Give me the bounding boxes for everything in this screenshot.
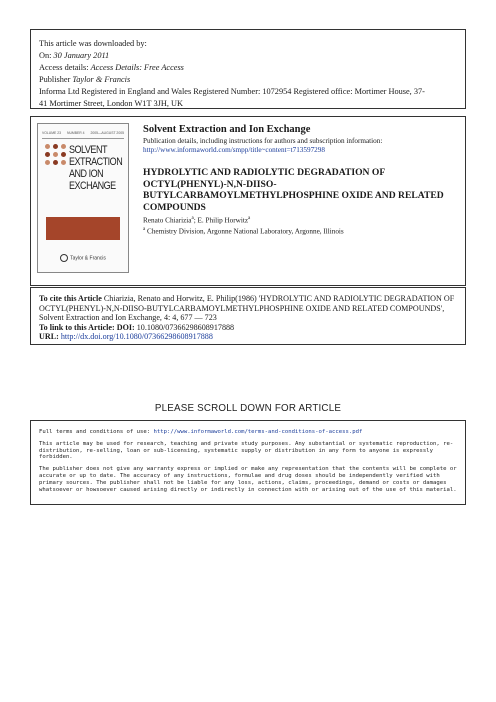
journal-info-box — [30, 116, 466, 286]
citation-text — [39, 294, 457, 323]
date-value: 30 January 2011 — [53, 51, 110, 60]
publication-details: Publication details, including instructions for authors and subscription information: — [143, 137, 383, 145]
access-label: Access details: — [39, 63, 91, 72]
address-line: 41 Mortimer Street, London W1T 3JH, UK — [39, 99, 183, 108]
disclaimer-paragraph: The publisher does not give any warranty express or implied or make any representation that the contents will be complete or accurate or up to date. The accuracy of any instructions, formulae and drug doses should be independently verified with primary sources. The publisher shall not be liable for any loss, actions, claims, proceedings, demand or costs or damages whatsoever or howsoever caused arising directly or indirectly in connection with or arising out of the use of this material. — [39, 466, 457, 493]
url-label: URL: — [39, 332, 59, 341]
cover-volume: VOLUME 23 — [42, 131, 62, 135]
cover-title: SOLVENT EXTRACTION AND ION EXCHANGE — [69, 144, 123, 192]
article-title: HYDROLYTIC AND RADIOLYTIC DEGRADATION OF OCTYL(PHENYL)-N,N-DIISO-BUTYLCARBAMOYLMETHYLPHOSPHINE OXIDE AND RELATED COMPOUNDS — [143, 167, 444, 213]
doi-line — [39, 323, 457, 333]
scroll-notice: PLEASE SCROLL DOWN FOR ARTICLE — [154, 403, 342, 414]
cover-number: NUMBER 4 — [67, 131, 85, 135]
doi-label: To link to this Article: DOI: — [39, 322, 135, 332]
url-line — [39, 332, 457, 342]
terms-link-line — [39, 429, 457, 436]
date-line — [39, 50, 455, 62]
publisher-logo-icon — [60, 254, 68, 262]
cover-date: 2005—AUGUST 2005 — [90, 131, 124, 135]
publisher-label: Publisher — [39, 75, 73, 84]
cite-body: Chiarizia, Renato and Horwitz, E. Philip(1986) 'HYDROLYTIC AND RADIOLYTIC DEGRADATION OF OCTYL(PHENYL)-N,N-DIISO-BUTYLCARBAMOYLMETHYLPHOSPHINE OXIDE AND RELATED COMPOUNDS', Solvent Extraction and Ion Exchange, 4: 4, 677 — 723 — [39, 294, 455, 322]
cite-label: To cite this Article — [39, 294, 102, 303]
date-label: On: — [39, 51, 54, 60]
cover-publisher: Taylor & Francis — [38, 254, 128, 262]
terms-url-link[interactable]: http://www.informaworld.com/terms-and-conditions-of-access.pdf — [153, 429, 363, 435]
journal-cover-image — [37, 123, 129, 273]
usage-paragraph: This article may be used for research, teaching and private study purposes. Any substantial or systematic reproduction, re-distribution, re-selling, loan or sub-licensing, systematic supply or distribution in any form to anyone is expressly forbidden. — [39, 440, 454, 461]
article-url-link[interactable]: http://dx.doi.org/10.1080/07366298608917888 — [58, 332, 213, 341]
article-authors: Renato Chiarizia$^a$; E. Philip Horwitz$^a$ — [143, 216, 251, 225]
cover-dots-graphic — [45, 144, 67, 165]
terms-box — [30, 420, 466, 505]
download-line: This article was downloaded by: — [39, 39, 147, 48]
publisher-line — [39, 74, 455, 86]
publisher-value: Taylor & Francis — [72, 75, 131, 84]
download-info-box — [30, 29, 466, 109]
journal-title: Solvent Extraction and Ion Exchange — [143, 124, 311, 135]
registration-line: Informa Ltd Registered in England and Wales Registered Number: 1072954 Registered office: Mortimer House, 37- — [39, 87, 425, 96]
citation-box — [30, 287, 466, 345]
access-value: Access Details: Free Access — [90, 63, 184, 72]
author-affiliation: $^a$ Chemistry Division, Argonne National Laboratory, Argonne, Illinois — [143, 227, 344, 236]
journal-url-link[interactable]: http://www.informaworld.com/smpp/title~content=t713597298 — [143, 146, 325, 154]
terms-label: Full terms and conditions of use: — [39, 429, 154, 435]
doi-value: 10.1080/07366298608917888 — [134, 322, 235, 332]
cover-color-band — [46, 217, 120, 240]
journal-details — [143, 123, 461, 237]
cover-header — [42, 128, 124, 139]
access-line — [39, 62, 455, 74]
